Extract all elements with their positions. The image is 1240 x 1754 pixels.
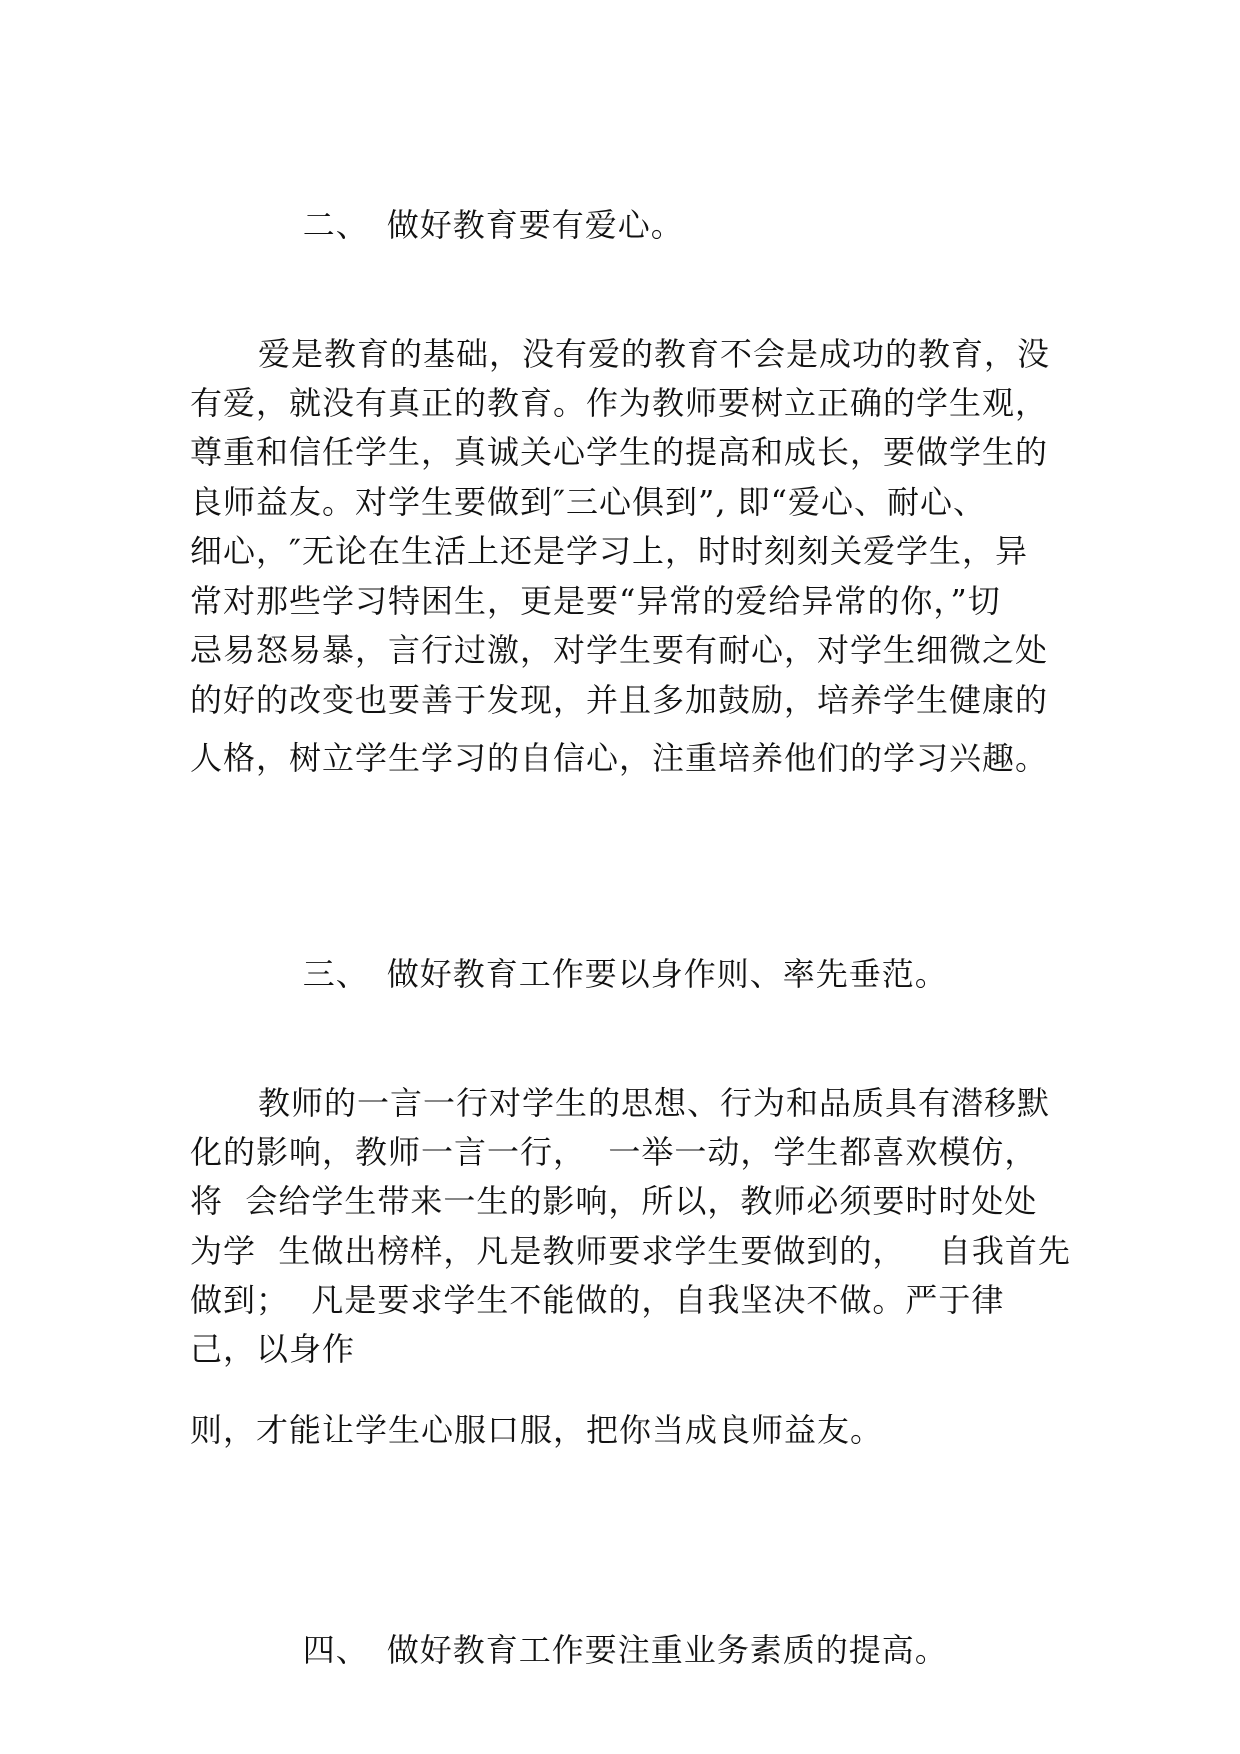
section-title: 做好教育要有爱心。: [386, 206, 684, 244]
section-number: 二、: [302, 206, 369, 244]
paragraph-line: 化的影响，教师一言一行， 一举一动，学生都喜欢模仿，: [190, 1133, 1038, 1171]
section-title: 做好教育工作要注重业务素质的提高。: [386, 1631, 948, 1669]
paragraph-line: 人格，树立学生学习的自信心，注重培养他们的学习兴趣。: [190, 739, 1049, 777]
paragraph-line: 爱是教育的基础，没有爱的教育不会是成功的教育，没: [258, 335, 1051, 373]
section-title: 做好教育工作要以身作则、率先垂范。: [386, 955, 948, 993]
paragraph-line: 忌易怒易暴，言行过激，对学生要有耐心，对学生细微之处: [190, 631, 1049, 669]
section-number: 四、: [302, 1631, 369, 1669]
paragraph-line: 细心，″无论在生活上还是学习上，时时刻刻关爱学生，异: [190, 532, 1028, 570]
paragraph-line: 的好的改变也要善于发现，并且多加鼓励，培养学生健康的: [190, 681, 1049, 719]
paragraph-line: 尊重和信任学生，真诚关心学生的提高和成长，要做学生的: [190, 433, 1049, 471]
section-heading-4: [258, 1590, 948, 1710]
paragraph-line: 将 会给学生带来一生的影响，所以，教师必须要时时处处: [190, 1182, 1038, 1220]
paragraph-line: 有爱，就没有真正的教育。作为教师要树立正确的学生观，: [190, 384, 1049, 422]
paragraph-line: 常对那些学习特困生，更是要“异常的爱给异常的你，”切: [190, 582, 1001, 620]
paragraph-line: 为学 生做出榜样，凡是教师要求学生要做到的， 自我首先: [190, 1232, 1071, 1270]
section-number: 三、: [302, 955, 369, 993]
paragraph-line: 则，才能让学生心服口服，把你当成良师益友。: [190, 1411, 884, 1449]
section-heading-3: [258, 914, 948, 1034]
paragraph-line: 己，以身作: [190, 1330, 356, 1368]
section-heading-2: [258, 165, 684, 285]
paragraph-line: 教师的一言一行对学生的思想、行为和品质具有潜移默: [258, 1084, 1051, 1122]
paragraph-line: 良师益友。对学生要做到″三心俱到”, 即“爱心、耐心、: [190, 483, 987, 521]
paragraph-line: 做到； 凡是要求学生不能做的，自我坚决不做。严于律: [190, 1281, 1005, 1319]
